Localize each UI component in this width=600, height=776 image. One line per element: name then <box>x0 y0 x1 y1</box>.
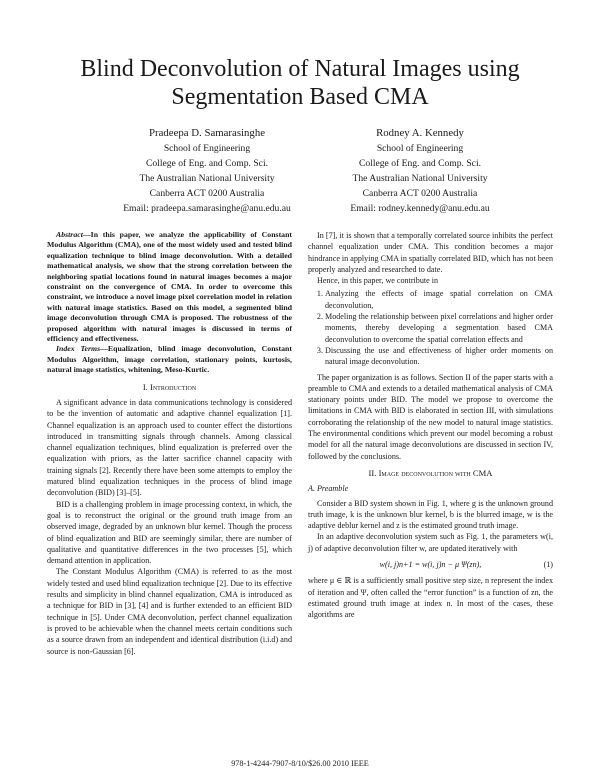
author-block-2 <box>305 126 535 216</box>
copyright-footer: 978-1-4244-7907-8/10/$26.00 2010 IEEE <box>231 759 369 768</box>
body-paragraph: The Constant Modulus Algorithm (CMA) is referred to as the most widely tested and used blind equalization technique [2]. Due to its effective results and simplicity in blind channel equalization, CMA is introduced as a technique for BID in [3], [4] and is further extended to an efficient BID technique in [5]. Under CMA deconvolution, perfect channel equalization is proved to be achievable when the channel meets certain conditions such as a source drawn from an independent and identical distribution (i.i.d) and source is non-Gaussian [6]. <box>47 567 292 656</box>
equation-body: w(i, j)n+1 = w(i, j)n − μ Ψ(zn), <box>379 560 482 570</box>
title-line-2: Segmentation Based CMA <box>171 84 429 110</box>
author-block-1 <box>92 126 322 216</box>
author-email: Email: pradeepa.samarasinghe@anu.edu.au <box>123 203 291 214</box>
abstract-text: —In this paper, we analyze the applicability of Constant Modulus Algorithm (CMA), one of the most widely used and tested blind equalization technique to blind image deconvolution. With a detailed mathematical analysis, we show that the strong correlation between the neighboring spatial locations found in natural images becomes a major constraint on the convergence of CMA. In order to overcome this constraint, we introduce a novel image pixel correlation model in relation with natural image statistics. Based on this model, a segmented blind image deconvolution through CMA is proposed. The robustness of the proposed algorithm with natural images is discussed in terms of efficiency and effectiveness. <box>47 230 292 344</box>
author-school: School of Engineering <box>376 143 464 154</box>
author-city: Canberra ACT 0200 Australia <box>362 188 478 199</box>
body-paragraph: where μ ∈ ℝ is a sufficiently small positive step size, n represent the index of iteration and Ψ, often called the “error function” is a function of zn, the estimated ground truth image at index n. In most of the cases, these algorithms are <box>308 576 553 620</box>
body-paragraph: In an adaptive deconvolution system such as Fig. 1, the parameters w(i, j) of adaptive deconvolution filter w, are updated iteratively with <box>308 532 553 553</box>
author-school: School of Engineering <box>163 143 251 154</box>
right-column <box>308 230 553 621</box>
section-heading-introduction: I. Introduction <box>142 381 197 392</box>
subsection-heading: A. Preamble <box>308 484 349 494</box>
body-paragraph: The paper organization is as follows. Section II of the paper starts with a preamble to CMA and extends to a detailed mathematical analysis of CMA stationary points under BID. The model we propose to overcome the limitations in CMA with BID is elaborated in section III, with simulations corroborating the relationship of the new model to natural image statistics. The environmental conditions which prevent our model becoming a robust model for all the natural image deconvolutions are discussed in section IV, followed by the conclusions. <box>308 372 553 461</box>
body-paragraph: Hence, in this paper, we contribute in <box>317 276 439 286</box>
equation-1 <box>308 559 553 570</box>
equation-number: (1) <box>543 560 553 570</box>
author-university: The Australian National University <box>352 173 488 184</box>
body-paragraph: BID is a challenging problem in image processing context, in which, the goal is to reconstruct the original or the ground truth image from an observed image, degraded by an unknown blur kernel. Though the process of blind equalization and BID are seemingly similar, there are number of qualitative and quantitative differences in the two processes [5], which demand attention in application. <box>47 499 292 566</box>
left-column <box>47 230 292 657</box>
abstract-label: Abstract <box>56 230 83 239</box>
title-line-1: Blind Deconvolution of Natural Images using <box>80 56 520 82</box>
author-email: Email: rodney.kennedy@anu.edu.au <box>350 203 490 214</box>
paper-title <box>40 55 560 111</box>
author-college: College of Eng. and Comp. Sci. <box>145 158 269 169</box>
list-item: 3. Discussing the use and effectiveness of higher order moments on natural image deconvolution. <box>325 345 553 368</box>
author-university: The Australian National University <box>139 173 275 184</box>
author-city: Canberra ACT 0200 Australia <box>149 188 265 199</box>
body-paragraph: In [7], it is shown that a temporally correlated source inhibits the perfect channel equalization under CMA. This condition becomes a major hindrance in applying CMA in spatially correlated BID, which has not been properly analyzed and researched to date. <box>308 231 554 274</box>
abstract <box>47 230 292 376</box>
section-heading-2: II. Image deconvolution with CMA <box>368 467 493 478</box>
author-college: College of Eng. and Comp. Sci. <box>358 158 482 169</box>
contribution-list <box>308 288 553 367</box>
index-terms-text: —Equalization, blind image deconvolution, Constant Modulus Algorithm, image correlation, stationary points, kurtosis, natural image statistics, whitening, Meso-Kurtic. <box>47 344 292 375</box>
abstract-paragraph <box>47 230 292 344</box>
index-terms <box>47 344 292 375</box>
index-terms-label: Index Terms <box>56 344 101 354</box>
body-paragraph: Consider a BID system shown in Fig. 1, where g is the unknown ground truth image, k is the unknown blur kernel, b is the blurred image, w is the adaptive deblur kernel and z is the estimated ground truth image. <box>308 498 553 531</box>
body-paragraph: A significant advance in data communications technology is considered to be the invention of automatic and adaptive channel equalization [1]. Channel equalization is an approach used to counter effect the distortions introduced in transmitting signals through channels. Among classical channel equalization techniques, blind equalization is preferred over the equalization with priors, as the latter sacrifice channel capacity with training signals [2]. Recently there have been some attempts to employ the matured blind equalization techniques in the process of blind image deconvolution (BID) [3]–[5]. <box>47 397 292 498</box>
list-item: 2. Modeling the relationship between pixel correlations and higher order moments, thereby developing a segmentation based CMA deconvolution to overcome the spatial correlation effects and <box>325 311 553 345</box>
author-name: Rodney A. Kennedy <box>376 127 464 139</box>
list-item: 1. Analyzing the effects of image spatial correlation on CMA deconvolution, <box>325 288 553 311</box>
author-name: Pradeepa D. Samarasinghe <box>148 127 266 139</box>
